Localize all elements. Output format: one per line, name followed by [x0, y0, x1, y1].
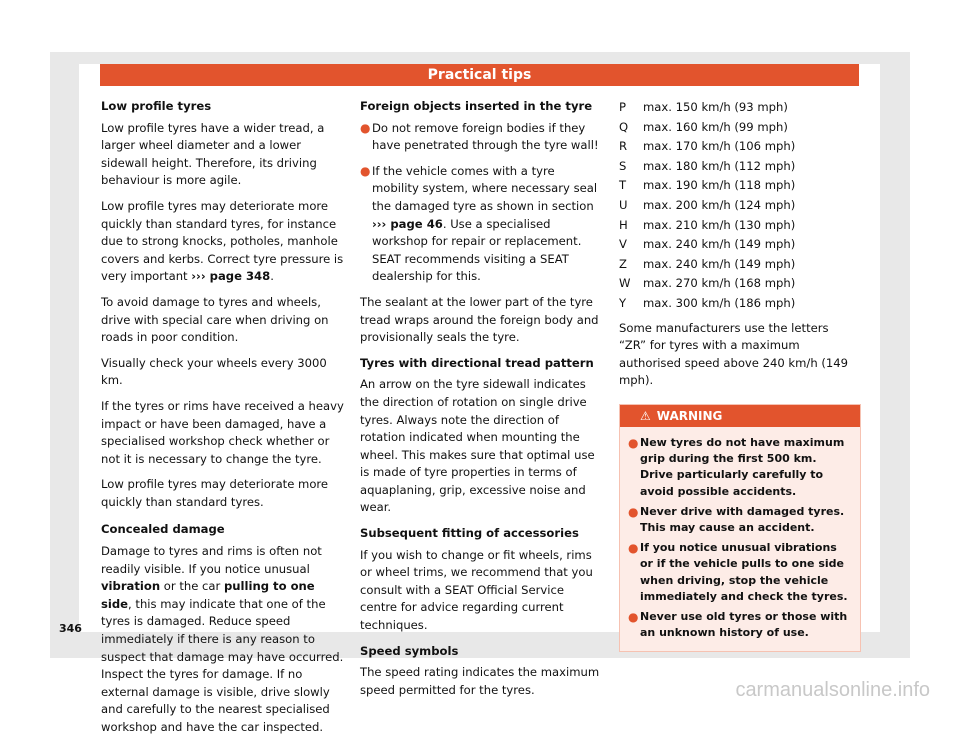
speed-row [619, 118, 859, 138]
low-profile-p2-end: . [270, 269, 274, 284]
bullet-dot-icon: ● [360, 163, 371, 178]
warning-triangle-icon: ⚠ [640, 408, 651, 423]
low-profile-heading: Low profile tyres [101, 99, 212, 113]
speed-value: max. 270 km/h (168 mph) [643, 276, 796, 291]
warning-item-text: If you notice unusual vibrations or if the vehicle pulls to one side when driving, stop the vehicle immediately and check the tyres. [640, 541, 848, 603]
speed-letter: Z [619, 256, 627, 271]
warning-title: WARNING [656, 408, 723, 423]
bullet-dot-icon: ● [360, 120, 371, 135]
foreign-bullet-1-text: Do not remove foreign bodies if they have penetrated through the tyre wall! [372, 120, 599, 153]
concealed-bold-pulling: pulling to one side [101, 579, 315, 611]
bullet-dot-icon: ● [628, 541, 639, 556]
directional-heading: Tyres with directional tread pattern [360, 355, 594, 370]
foreign-bullet-1 [360, 120, 604, 155]
speed-row [619, 98, 859, 118]
speed-value: max. 190 km/h (118 mph) [643, 178, 796, 193]
warning-box [619, 404, 861, 652]
speed-letter: T [619, 178, 627, 193]
foreign-paragraph: The sealant at the lower part of the tyre tread wraps around the foreign body and provisionally seals the tyre. [360, 294, 599, 345]
speed-symbols-paragraph: The speed rating indicates the maximum speed permitted for the tyres. [360, 665, 600, 697]
page-number: 346 [59, 622, 82, 635]
concealed-text-c: or the car [160, 579, 224, 594]
bullet-dot-icon: ● [628, 435, 639, 450]
speed-rating-list [619, 98, 859, 314]
column-left [101, 98, 348, 745]
watermark: carmanualsonline.info [735, 679, 930, 701]
concealed-text-d: , this may indicate that one of the tyres is damaged. Reduce speed immediately if there is any reason to suspect that damage may have occurred. Inspect the tyres for damage. If no external damage is visible, drive slowly and carefully to the nearest specialised workshop and have the car inspected. [101, 596, 344, 734]
low-profile-p1: Low profile tyres have a wider tread, a larger wheel diameter and a lower sidewall height. Therefore, its driving behaviour is more agile. [101, 120, 325, 188]
accessories-paragraph: If you wish to change or fit wheels, rims or wheel trims, we recommend that you consult with a SEAT Official Service centre for advice regarding current techniques. [360, 547, 593, 633]
speed-row [619, 157, 859, 177]
low-profile-p3: To avoid damage to tyres and wheels, drive with special care when driving on roads in poor condition. [101, 294, 329, 345]
low-profile-p4: Visually check your wheels every 3000 km. [101, 355, 327, 388]
speed-value: max. 160 km/h (99 mph) [643, 119, 788, 134]
speed-letter: Q [619, 119, 629, 134]
speed-row [619, 294, 859, 314]
speed-letter: H [619, 217, 628, 232]
low-profile-p2 [101, 198, 348, 286]
foreign-bullet-2-end: . Use a specialised workshop for repair or replacement. SEAT recommends visiting a SEAT dealership for this. [372, 216, 582, 284]
speed-value: max. 240 km/h (149 mph) [643, 256, 796, 271]
speed-row [619, 196, 859, 216]
warning-item-text: Never use old tyres or those with an unknown history of use. [640, 609, 848, 640]
speed-letter: R [619, 139, 628, 154]
accessories-heading: Subsequent fitting of accessories [360, 526, 579, 541]
speed-value: max. 170 km/h (106 mph) [643, 139, 796, 154]
concealed-text-a: Damage to tyres and rims is often not readily visible. If you notice unusual [101, 544, 322, 576]
warning-item [628, 609, 850, 641]
foreign-bullet-2-text: If the vehicle comes with a tyre mobility system, where necessary seal the damaged tyre as shown in section [372, 163, 598, 213]
speed-value: max. 150 km/h (93 mph) [643, 100, 788, 114]
column-middle [360, 98, 604, 707]
speed-letter: V [619, 237, 627, 252]
zr-note: Some manufacturers use the letters “ZR” for tyres with a maximum authorised speed above 240 km/h (149 mph). [619, 320, 849, 388]
speed-row [619, 176, 859, 196]
warning-body [620, 427, 860, 651]
directional-paragraph: An arrow on the tyre sidewall indicates the direction of rotation on single drive tyres. Always note the direction of rotation indicated when mounting the wheel. This makes sure that optimal use is made of tyre properties in terms of aquaplaning, grip, excessive noise and wear. [360, 377, 595, 515]
warning-header [620, 405, 860, 427]
speed-row [619, 274, 859, 294]
bullet-dot-icon: ● [628, 609, 639, 624]
speed-letter: W [619, 276, 631, 291]
warning-item [628, 435, 850, 500]
low-profile-p5: If the tyres or rims have received a heavy impact or have been damaged, have a specialised workshop check whether or not it is necessary to change the tyre. [101, 398, 344, 466]
speed-row [619, 235, 859, 255]
foreign-heading: Foreign objects inserted in the tyre [360, 99, 593, 113]
concealed-heading: Concealed damage [101, 522, 225, 537]
speed-value: max. 240 km/h (149 mph) [643, 237, 796, 252]
section-header: Practical tips [100, 64, 859, 86]
warning-item [628, 540, 850, 605]
low-profile-p2-text: Low profile tyres may deteriorate more quickly than standard tyres, for instance due to strong knocks, potholes, manhole covers and kerbs. Correct tyre pressure is very important [101, 198, 344, 284]
foreign-bullet-2 [360, 163, 604, 286]
speed-value: max. 210 km/h (130 mph) [643, 217, 796, 232]
column-right [619, 98, 859, 652]
page-46-link[interactable]: ››› page 46 [372, 216, 443, 231]
warning-item-text: Never drive with damaged tyres. This may cause an accident. [640, 504, 845, 534]
speed-value: max. 180 km/h (112 mph) [643, 158, 796, 173]
bullet-dot-icon: ● [628, 504, 639, 519]
speed-row [619, 216, 859, 236]
speed-row [619, 255, 859, 275]
warning-item [628, 504, 850, 536]
speed-letter: P [619, 100, 626, 114]
speed-letter: S [619, 158, 627, 173]
speed-value: max. 200 km/h (124 mph) [643, 197, 796, 212]
speed-letter: U [619, 197, 628, 212]
speed-symbols-heading: Speed symbols [360, 643, 459, 658]
speed-value: max. 300 km/h (186 mph) [643, 295, 796, 310]
warning-item-text: New tyres do not have maximum grip during the first 500 km. Drive particularly carefully to avoid possible accidents. [640, 435, 845, 498]
speed-letter: Y [619, 295, 627, 310]
concealed-bold-vibration: vibration [101, 579, 161, 594]
low-profile-p6: Low profile tyres may deteriorate more quickly than standard tyres. [101, 477, 329, 509]
page-348-link[interactable]: ››› page 348 [191, 269, 271, 284]
speed-row [619, 137, 859, 157]
